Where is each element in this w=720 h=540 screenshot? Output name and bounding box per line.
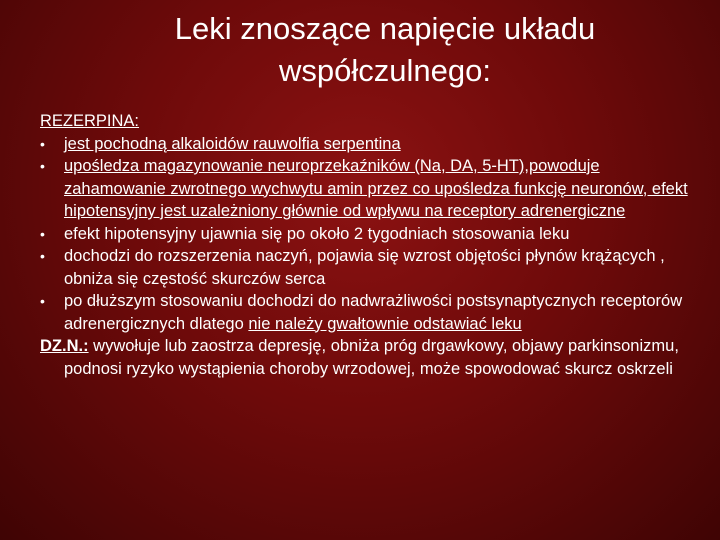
side-effects-text: wywołuje lub zaostrza depresję, obniża próg drgawkowy, objawy parkinsonizmu, podnosi ryzyko wystąpienia choroby wrzodowej, może spowodować skurcz oskrzeli	[64, 337, 679, 378]
bullet-item-5	[40, 290, 700, 335]
bullet-item-4	[40, 245, 700, 290]
bullet-text: dochodzi do rozszerzenia naczyń, pojawia się wzrost objętości płynów krążących , obniża się częstość skurczów serca	[64, 247, 665, 288]
bullet-text: jest pochodną alkaloidów rauwolfia serpentina	[64, 134, 401, 153]
side-effects-label: DZ.N.:	[40, 337, 89, 355]
bullet-icon: •	[40, 248, 45, 264]
bullet-icon: •	[40, 225, 45, 242]
bullet-icon: •	[40, 158, 45, 174]
slide-body	[40, 110, 700, 380]
bullet-item-3	[40, 223, 700, 246]
bullet-text: po dłuższym stosowaniu dochodzi do nadwrażliwości postsynaptycznych receptorów adrenergicznych dlatego	[64, 292, 683, 333]
bullet-icon: •	[40, 293, 45, 309]
section-heading: REZERPINA:	[40, 112, 140, 130]
bullet-text: upośledza magazynowanie neuroprzekaźników (Na, DA, 5-HT),powoduje zahamowanie zwrotnego wychwytu amin przez co upośledza funkcję neuronów, efekt hipotensyjny jest uzależniony głównie od wpływu na receptory adrenergiczne	[64, 157, 688, 220]
bullet-item-1	[40, 133, 700, 156]
title-line-2: współczulnego:	[279, 53, 491, 88]
slide-title	[40, 8, 720, 92]
bullet-icon: •	[40, 135, 45, 152]
bullet-text: efekt hipotensyjny ujawnia się po około 2 tygodniach stosowania leku	[64, 224, 570, 243]
title-line-1: Leki znoszące napięcie układu	[174, 11, 596, 46]
bullet-emphasis-text: nie należy gwałtownie odstawiać leku	[248, 314, 522, 333]
bullet-item-2	[40, 155, 700, 223]
side-effects-paragraph	[40, 335, 700, 380]
